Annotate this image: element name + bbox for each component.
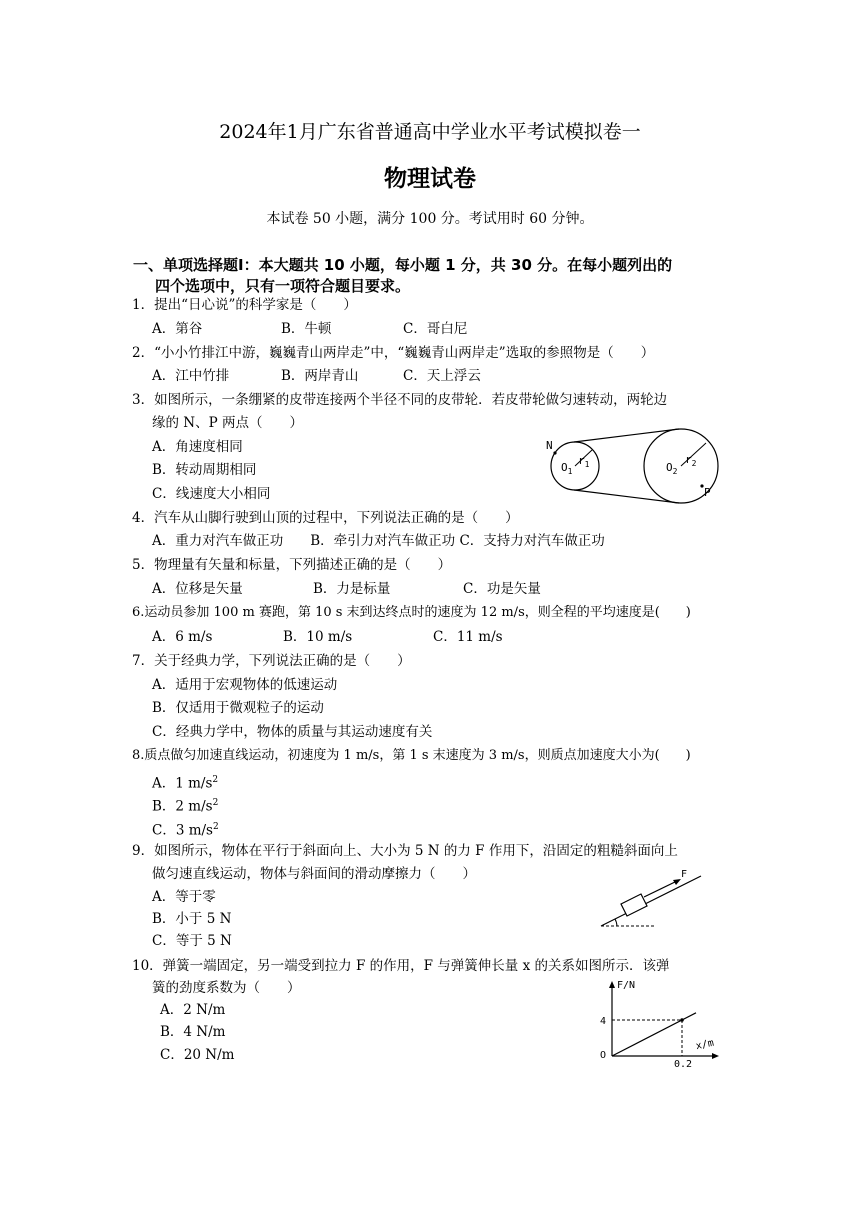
q6-option-a: A．6 m/s	[152, 629, 213, 645]
q6-option-b: B．10 m/s	[283, 629, 353, 645]
q10-option-b: B．4 N/m	[160, 1024, 226, 1040]
svg-text:O2	[666, 461, 678, 476]
q4-stem: 4．汽车从山脚行驶到山顶的过程中，下列说法正确的是（ ）	[132, 510, 519, 526]
q10-option-a: A．2 N/m	[160, 1002, 226, 1018]
x-tick-label: 0.2	[674, 1059, 693, 1070]
q6-option-c: C．11 m/s	[433, 629, 503, 645]
q3-option-c: C．线速度大小相同	[152, 486, 271, 502]
label-r2: r	[685, 453, 692, 466]
q10-stem-line2: 簧的劲度系数为（ ）	[152, 980, 301, 996]
q9-stem-line1: 9．如图所示，物体在平行于斜面向上、大小为 5 N 的力 F 作用下，沿固定的粗糙斜面向上	[132, 843, 678, 859]
exam-title: 2024年1月广东省普通高中学业水平考试模拟卷一	[219, 121, 641, 143]
q10-option-c: C．20 N/m	[160, 1047, 235, 1063]
q3-option-b: B．转动周期相同	[152, 462, 257, 478]
label-n: N	[546, 439, 553, 452]
q2-option-b: B．两岸青山	[281, 368, 359, 384]
q2-option-c: C．天上浮云	[403, 368, 481, 384]
q7-option-a: A．适用于宏观物体的低速运动	[152, 677, 338, 693]
q1-stem: 1．提出“日心说”的科学家是（ ）	[132, 297, 357, 313]
section-heading-line2: 四个选项中，只有一项符合题目要求。	[155, 277, 411, 295]
q9-option-c: C．等于 5 N	[152, 933, 232, 949]
label-r2-sub: 2	[691, 459, 697, 468]
force-extension-chart	[596, 976, 721, 1068]
q8-stem: 8.质点做匀加速直线运动，初速度为 1 m/s，第 1 s 末速度为 3 m/s，则质点加速度大小为( )	[132, 748, 691, 763]
q9-option-b: B．小于 5 N	[152, 911, 232, 927]
point-n	[553, 451, 556, 454]
force-label: F	[681, 869, 688, 880]
q7-option-b: B．仅适用于微观粒子的运动	[152, 700, 324, 716]
label-p: P	[704, 486, 711, 499]
incline-figure	[595, 866, 705, 936]
svg-text:r1	[578, 454, 590, 469]
belt-top	[574, 429, 679, 442]
q9-option-a: A．等于零	[152, 889, 216, 905]
label-o2-sub: 2	[672, 467, 678, 476]
svg-text:r2	[685, 453, 697, 468]
q2-stem: 2．“小小竹排江中游，巍巍青山两岸走”中，“巍巍青山两岸走”选取的参照物是（ ）	[132, 345, 655, 361]
force-arrow	[644, 881, 677, 897]
q7-stem: 7．关于经典力学，下列说法正确的是（ ）	[132, 653, 411, 669]
y-tick-label: 4	[600, 1016, 607, 1027]
incline-angle-arc	[615, 919, 617, 926]
q3-stem-line2: 缘的 N、P 两点（ ）	[152, 415, 303, 431]
exam-intro: 本试卷 50 小题，满分 100 分。考试用时 60 分钟。	[266, 211, 594, 227]
q3-option-a: A．角速度相同	[152, 439, 243, 455]
q8-option-b: B．2 $m/s^2$	[152, 798, 219, 815]
q1-option-b: B．牛顿	[281, 321, 332, 337]
label-o2: O	[666, 461, 673, 474]
force-arrowhead	[673, 879, 681, 885]
q8-option-c: C．3 $m/s^2$	[152, 822, 219, 839]
q1-option-c: C．哥白尼	[403, 321, 468, 337]
q5-stem: 5．物理量有矢量和标量，下列描述正确的是（ ）	[132, 557, 452, 573]
svg-text:O1	[561, 461, 573, 476]
q1-option-a: A．第谷	[152, 321, 203, 337]
section-heading-line1: 一、单项选择题I：本大题共 10 小题，每小题 1 分，共 30 分。在每小题列出的	[133, 256, 673, 274]
label-o1-sub: 1	[567, 467, 573, 476]
x-axis-arrow	[712, 1053, 719, 1059]
q9-stem-line2: 做匀速直线运动，物体与斜面间的滑动摩擦力（ ）	[152, 866, 476, 882]
q8-option-a: A．1 $m/s^2$	[152, 775, 219, 792]
label-r1-sub: 1	[584, 460, 590, 469]
q6-stem: 6.运动员参加 100 m 赛跑，第 10 s 末到达终点时的速度为 12 m/s，则全程的平均速度是( )	[132, 605, 691, 620]
q2-option-a: A．江中竹排	[152, 368, 230, 384]
q5-option-a: A．位移是矢量	[152, 581, 243, 597]
q5-option-b: B．力是标量	[313, 581, 391, 597]
label-o1: O	[561, 461, 568, 474]
x-axis-label: x/m	[694, 1037, 715, 1053]
origin-label: O	[600, 1050, 607, 1061]
label-r1: r	[578, 454, 585, 467]
block	[621, 894, 647, 916]
q7-option-c: C．经典力学中，物体的质量与其运动速度有关	[152, 724, 433, 740]
q10-stem-line1: 10．弹簧一端固定，另一端受到拉力 F 的作用，F 与弹簧伸长量 x 的关系如图所示．该弹	[132, 958, 670, 974]
q3-stem-line1: 3．如图所示，一条绷紧的皮带连接两个半径不同的皮带轮．若皮带轮做匀速转动，两轮边	[132, 392, 668, 408]
y-axis-label: F/N	[617, 980, 636, 991]
y-axis-arrow	[609, 981, 615, 988]
q4-options: A．重力对汽车做正功 B．牵引力对汽车做正功 C．支持力对汽车做正功	[152, 533, 605, 549]
incline-surface	[601, 876, 701, 926]
subject-title: 物理试卷	[384, 166, 476, 192]
belt-pulley-figure	[540, 426, 720, 506]
q5-option-c: C．功是矢量	[463, 581, 541, 597]
belt-bottom	[574, 490, 679, 503]
marked-point	[680, 1018, 684, 1022]
